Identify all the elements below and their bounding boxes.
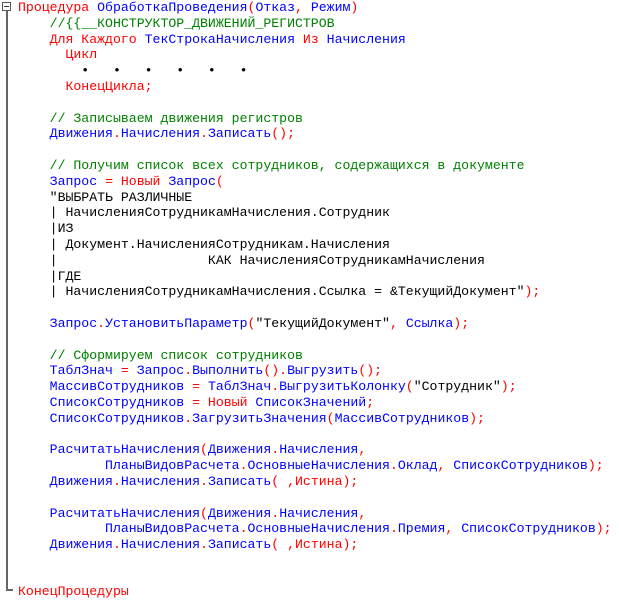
code-token: ТаблЗнач xyxy=(18,363,121,379)
code-token: , xyxy=(437,458,454,474)
code-line xyxy=(18,521,612,537)
code-line xyxy=(18,506,612,522)
code-token: Запрос xyxy=(18,173,106,189)
code-line xyxy=(18,126,612,142)
code-line xyxy=(18,32,612,48)
code-line xyxy=(18,253,612,269)
code-token: Записать xyxy=(207,537,272,553)
code-token: ( xyxy=(200,442,208,458)
code-token: // Получим список всех сотрудников, содержащихся в документе xyxy=(18,157,525,173)
code-token: СписокСотрудников xyxy=(453,458,588,474)
code-token: Начисления xyxy=(120,473,201,489)
code-text[interactable] xyxy=(18,0,612,600)
code-line xyxy=(18,300,612,316)
code-token: ОбработкаПроведения xyxy=(97,0,248,15)
code-token: Движения xyxy=(207,505,272,521)
code-line xyxy=(18,0,612,16)
code-token: ОсновныеНачисления xyxy=(247,521,390,537)
code-line xyxy=(18,269,612,285)
code-token: ; xyxy=(366,394,375,410)
code-token: Запрос xyxy=(18,315,98,331)
code-line xyxy=(18,490,612,506)
code-token: . xyxy=(112,537,121,553)
code-token: СписокСотрудников xyxy=(18,410,185,426)
code-token: Записать xyxy=(207,473,272,489)
code-token: Записать xyxy=(207,126,272,142)
code-token: ( xyxy=(215,173,224,189)
code-token: ); xyxy=(587,458,604,474)
fold-guide-end xyxy=(6,589,13,591)
code-line xyxy=(18,411,612,427)
code-token: Режим xyxy=(310,0,351,15)
code-token: . xyxy=(239,458,248,474)
code-token: (). xyxy=(263,363,288,379)
code-token: ); xyxy=(500,379,517,395)
code-line xyxy=(18,205,612,221)
code-line xyxy=(18,569,612,585)
code-token: Выгрузить xyxy=(287,363,359,379)
code-token: КонецПроцедуры xyxy=(18,584,129,600)
code-token: | НачисленияСотрудникамНачисления.Ссылка = &ТекущийДокумент" xyxy=(18,284,525,300)
code-line xyxy=(18,95,612,111)
code-token: . xyxy=(200,126,208,142)
code-token: ОсновныеНачисления xyxy=(247,458,390,474)
code-line xyxy=(18,553,612,569)
code-token: . xyxy=(389,521,398,537)
code-line xyxy=(18,221,612,237)
code-line xyxy=(18,111,612,127)
code-token: Начисления xyxy=(120,126,201,142)
code-token: . xyxy=(271,379,280,395)
code-token: , xyxy=(295,0,311,15)
code-line xyxy=(18,316,612,332)
code-token: ( ,Истина); xyxy=(271,537,359,553)
code-token: Движения xyxy=(18,473,113,489)
code-token: КонецЦикла; xyxy=(18,78,153,94)
code-token: . xyxy=(97,315,106,331)
code-token: Оклад xyxy=(397,458,438,474)
code-line xyxy=(18,458,612,474)
code-token: ); xyxy=(595,521,612,537)
code-token: = xyxy=(120,363,137,379)
code-token: УстановитьПараметр xyxy=(105,315,248,331)
code-token: , xyxy=(445,521,462,537)
code-token: "ВЫБРАТЬ РАЗЛИЧНЫЕ xyxy=(18,189,193,205)
code-token: Из xyxy=(302,31,327,47)
code-token: | Документ.НачисленияСотрудникам.Начисления xyxy=(18,236,390,252)
code-token: Запрос xyxy=(136,363,185,379)
code-line xyxy=(18,63,612,79)
code-token: Начисления xyxy=(279,505,359,521)
code-line xyxy=(18,174,612,190)
code-token: . xyxy=(271,442,280,458)
code-token: МассивСотрудников xyxy=(334,410,470,426)
code-token: • • • • • • xyxy=(18,63,248,79)
code-token: Начисления xyxy=(326,31,406,47)
code-token: ВыгрузитьКолонку xyxy=(279,379,406,395)
code-line xyxy=(18,363,612,379)
code-token: ( xyxy=(405,379,414,395)
code-token: СписокСотрудников xyxy=(18,394,193,410)
code-token: |ИЗ xyxy=(18,221,74,237)
code-token: ( xyxy=(200,505,208,521)
code-token: . xyxy=(184,410,193,426)
code-line xyxy=(18,142,612,158)
code-token: Премия xyxy=(397,521,446,537)
code-line xyxy=(18,584,612,600)
code-line xyxy=(18,190,612,206)
code-token: Движения xyxy=(18,126,113,142)
code-token: // Сформируем список сотрудников xyxy=(18,347,303,363)
code-token: , xyxy=(389,315,406,331)
code-token: Движения xyxy=(207,442,272,458)
code-line xyxy=(18,348,612,364)
code-token: . xyxy=(239,521,248,537)
code-token: , xyxy=(358,442,367,458)
code-token: Процедура xyxy=(18,0,98,15)
code-line xyxy=(18,474,612,490)
code-token: Запрос xyxy=(168,173,216,189)
code-token: ); xyxy=(524,284,541,300)
code-token: ) xyxy=(350,0,359,15)
code-token: . xyxy=(389,458,398,474)
code-token: РасчитатьНачисления xyxy=(18,442,201,458)
code-line xyxy=(18,284,612,300)
code-token: "ТекущийДокумент" xyxy=(255,315,390,331)
code-token: . xyxy=(112,473,121,489)
code-token: . xyxy=(200,473,208,489)
code-token: // Записываем движения регистров xyxy=(18,110,303,126)
code-token: (); xyxy=(358,363,383,379)
code-token: Цикл xyxy=(18,47,98,63)
code-token: ( xyxy=(326,410,335,426)
code-token: Для Каждого xyxy=(18,31,145,47)
code-token: . xyxy=(271,505,280,521)
code-token: ); xyxy=(469,410,485,426)
code-token: ( ,Истина); xyxy=(271,473,359,489)
code-token: ); xyxy=(453,315,470,331)
code-token: . xyxy=(200,537,208,553)
code-token: ПланыВидовРасчета xyxy=(18,521,240,537)
code-token: СписокСотрудников xyxy=(461,521,596,537)
code-token: Ссылка xyxy=(405,315,454,331)
code-token: . xyxy=(112,126,121,142)
code-token: Движения xyxy=(18,537,113,553)
code-line xyxy=(18,47,612,63)
code-token: , xyxy=(358,505,367,521)
collapse-icon[interactable] xyxy=(2,2,11,11)
code-line xyxy=(18,427,612,443)
code-token: ТаблЗнач xyxy=(207,379,272,395)
code-token: ПланыВидовРасчета xyxy=(18,458,240,474)
code-line xyxy=(18,537,612,553)
code-token: = Новый xyxy=(192,394,256,410)
code-line xyxy=(18,79,612,95)
code-token: ( xyxy=(247,0,256,15)
code-line xyxy=(18,237,612,253)
code-line xyxy=(18,16,612,32)
code-token: "Сотрудник" xyxy=(413,379,501,395)
code-token: = Новый xyxy=(105,173,169,189)
code-token: Отказ xyxy=(255,0,296,15)
code-line xyxy=(18,332,612,348)
code-token: Выполнить xyxy=(192,363,264,379)
code-token: . xyxy=(184,363,193,379)
code-token: МассивСотрудников xyxy=(18,379,193,395)
code-token: | НачисленияСотрудникамНачисления.Сотрудник xyxy=(18,205,390,221)
fold-guide-line xyxy=(6,11,8,591)
code-token: Начисления xyxy=(120,537,201,553)
code-token: (); xyxy=(271,126,296,142)
code-line xyxy=(18,158,612,174)
code-token: Начисления xyxy=(279,442,359,458)
code-line xyxy=(18,442,612,458)
code-token: СписокЗначений xyxy=(255,394,367,410)
code-token: ТекСтрокаНачисления xyxy=(144,31,303,47)
code-token: |ГДЕ xyxy=(18,268,82,284)
code-line xyxy=(18,395,612,411)
code-token: = xyxy=(192,379,208,395)
code-token: //{{__КОНСТРУКТОР_ДВИЖЕНИЙ_РЕГИСТРОВ xyxy=(18,15,335,31)
code-token: РасчитатьНачисления xyxy=(18,505,201,521)
code-token: ( xyxy=(247,315,256,331)
code-token: ЗагрузитьЗначения xyxy=(192,410,327,426)
code-line xyxy=(18,379,612,395)
code-token: | КАК НачисленияСотрудникамНачисления xyxy=(18,252,485,268)
